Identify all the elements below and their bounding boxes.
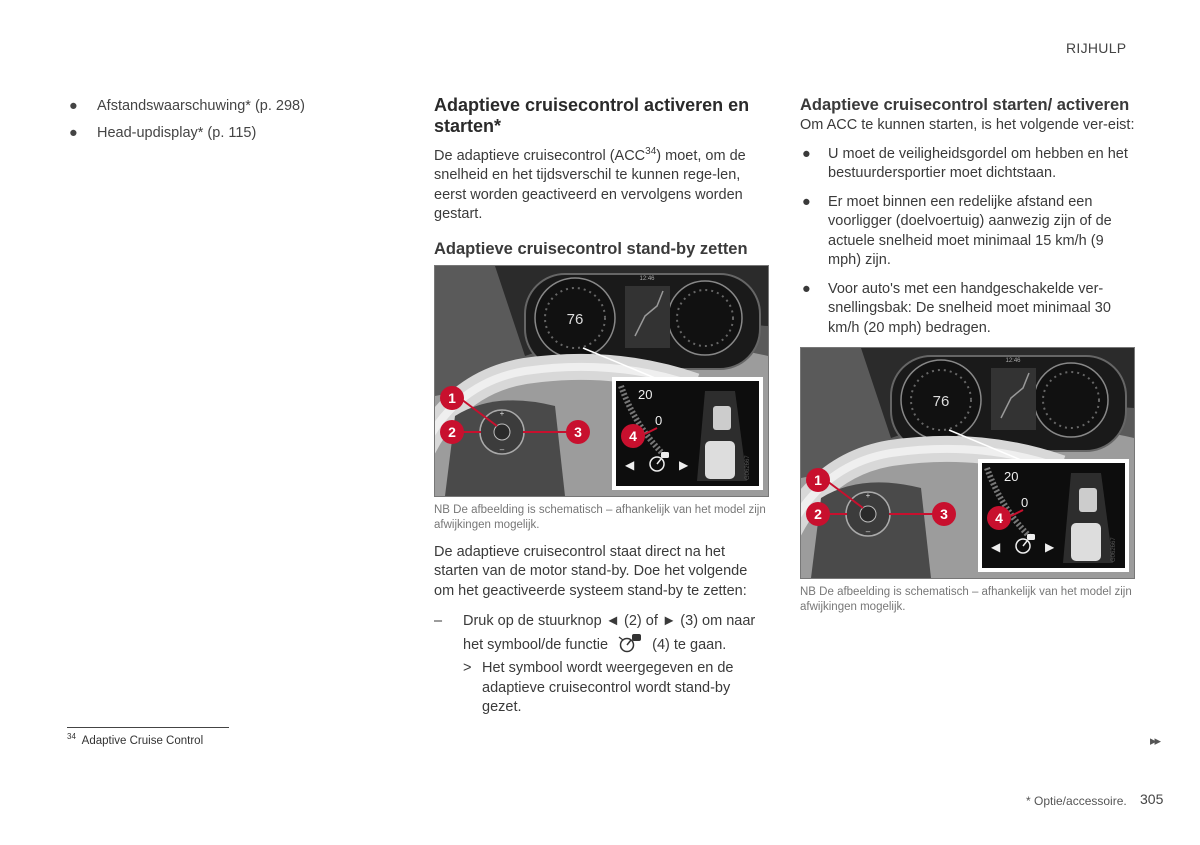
right-arrow-icon: ▶	[1045, 540, 1055, 554]
footnote-ref[interactable]: 34	[645, 146, 657, 157]
clock-readout: 12:46	[1005, 358, 1021, 364]
figure-code: G062667	[1111, 537, 1117, 562]
callout-4	[987, 506, 1011, 530]
result-marker: >	[463, 660, 472, 677]
zero-readout: 0	[1021, 495, 1029, 510]
requirement-item: ● U moet de veiligheidsgordel om hebben en het bestuurdersportier moet dichtstaan.	[802, 145, 1128, 181]
left-arrow-icon: ◀	[625, 457, 635, 472]
standby-paragraph: De adaptieve cruisecontrol staat direct na het starten van de motor stand-by. Doe het volgende om het geactiveerde systeem stand-by te zetten:	[434, 543, 748, 599]
subsection-title: Adaptieve cruisecontrol stand-by zetten	[434, 239, 748, 258]
bullet-icon: ●	[802, 145, 811, 162]
section-label: RIJHULP	[1066, 40, 1127, 56]
section-title: Adaptieve cruisecontrol activeren en starten*	[434, 95, 750, 136]
bullet-icon: ●	[802, 280, 811, 297]
requirement-item: ● Voor auto's met een handgeschakelde ver-snellingsbak: De snelheid moet minimaal 30 km/h (20 mph) bedragen.	[802, 280, 1111, 336]
bullet-text: Head-updisplay* (p. 115)	[97, 125, 257, 141]
bullet-icon: ●	[69, 125, 78, 141]
footnote-number: 34	[67, 732, 76, 741]
bullet-icon: ●	[802, 193, 811, 210]
step-text-line-1: Druk op de stuurknop ◄ (2) of ► (3) om naar	[463, 613, 756, 630]
related-link-distance-warning[interactable]	[67, 96, 357, 116]
acc-standby-inline-icon	[616, 633, 644, 653]
svg-text:2: 2	[814, 506, 822, 522]
callout-1	[440, 386, 464, 410]
svg-text:4: 4	[995, 510, 1003, 526]
svg-text:+: +	[865, 491, 871, 500]
intro-paragraph: De adaptieve cruisecontrol (ACC$^{34}$) moet, om de snelheid en het tijdsverschil te kunnen rege-len, eerst worden geactiveerd en vervolgens worden gestart.	[434, 146, 746, 223]
steering-wheel-figure	[434, 265, 769, 497]
callout-4	[621, 424, 645, 448]
right-section-title: Adaptieve cruisecontrol starten/ activeren	[800, 96, 1130, 114]
right-column	[800, 95, 1135, 615]
requirement-item: ● Er moet binnen een redelijke afstand een voorligger (doelvoertuig) aanwezig zijn of de actuele snelheid moet minimaal 15 km/h (9 mph) zijn.	[802, 193, 1112, 268]
next-page-icon[interactable]: ▸▸	[1150, 733, 1160, 748]
footnote	[67, 732, 203, 747]
related-link-head-up-display[interactable]	[67, 123, 357, 143]
figure-caption: NB De afbeelding is schematisch – afhankelijk van het model zijn afwijkingen mogelijk.	[434, 503, 766, 531]
set-speed-readout: 20	[638, 386, 653, 402]
svg-text:–: –	[499, 444, 505, 454]
callout-3	[932, 502, 956, 526]
footnote-rule	[67, 727, 229, 728]
middle-column	[434, 95, 769, 718]
svg-text:+: +	[499, 408, 505, 418]
bullet-text: Afstandswaarschuwing* (p. 298)	[97, 98, 305, 114]
svg-text:1: 1	[814, 472, 822, 488]
steering-wheel-illustration-2	[801, 348, 1134, 578]
step-marker: –	[434, 613, 443, 630]
speed-readout: 76	[566, 310, 584, 328]
speed-readout: 76	[932, 393, 950, 410]
figure-code: G062667	[745, 455, 751, 480]
callout-1	[806, 468, 830, 492]
right-intro: Om ACC te kunnen starten, is het volgende ver-eist:	[800, 117, 1135, 133]
svg-text:3: 3	[940, 506, 948, 522]
svg-text:2: 2	[448, 423, 456, 440]
step-text-line-2: het symbool/de functie (4) te gaan.	[463, 633, 769, 657]
svg-text:4: 4	[629, 427, 637, 444]
figure-caption: NB De afbeelding is schematisch – afhankelijk van het model zijn afwijkingen mogelijk.	[800, 586, 1132, 613]
zero-readout: 0	[655, 412, 663, 428]
callout-3	[566, 420, 590, 444]
svg-text:3: 3	[574, 423, 582, 440]
page-number: 305	[1140, 791, 1164, 807]
step-item	[434, 610, 769, 657]
svg-text:1: 1	[448, 389, 456, 406]
steering-wheel-illustration	[435, 266, 768, 496]
bullet-icon: ●	[69, 98, 78, 114]
steering-wheel-figure-2	[800, 347, 1135, 579]
clock-readout: 12:46	[639, 275, 655, 282]
step-result	[434, 659, 769, 718]
option-accessory-note: * Optie/accessoire.	[1026, 794, 1127, 808]
right-arrow-icon: ▶	[679, 457, 689, 472]
result-text: Het symbool wordt weergegeven en de adaptieve cruisecontrol wordt stand-by gezet.	[482, 660, 734, 716]
footnote-text: Adaptive Cruise Control	[81, 734, 204, 747]
left-column	[67, 96, 357, 150]
callout-2	[806, 502, 830, 526]
left-arrow-icon: ◀	[991, 540, 1001, 554]
svg-text:–: –	[865, 527, 871, 536]
set-speed-readout: 20	[1004, 469, 1019, 484]
callout-2	[440, 420, 464, 444]
